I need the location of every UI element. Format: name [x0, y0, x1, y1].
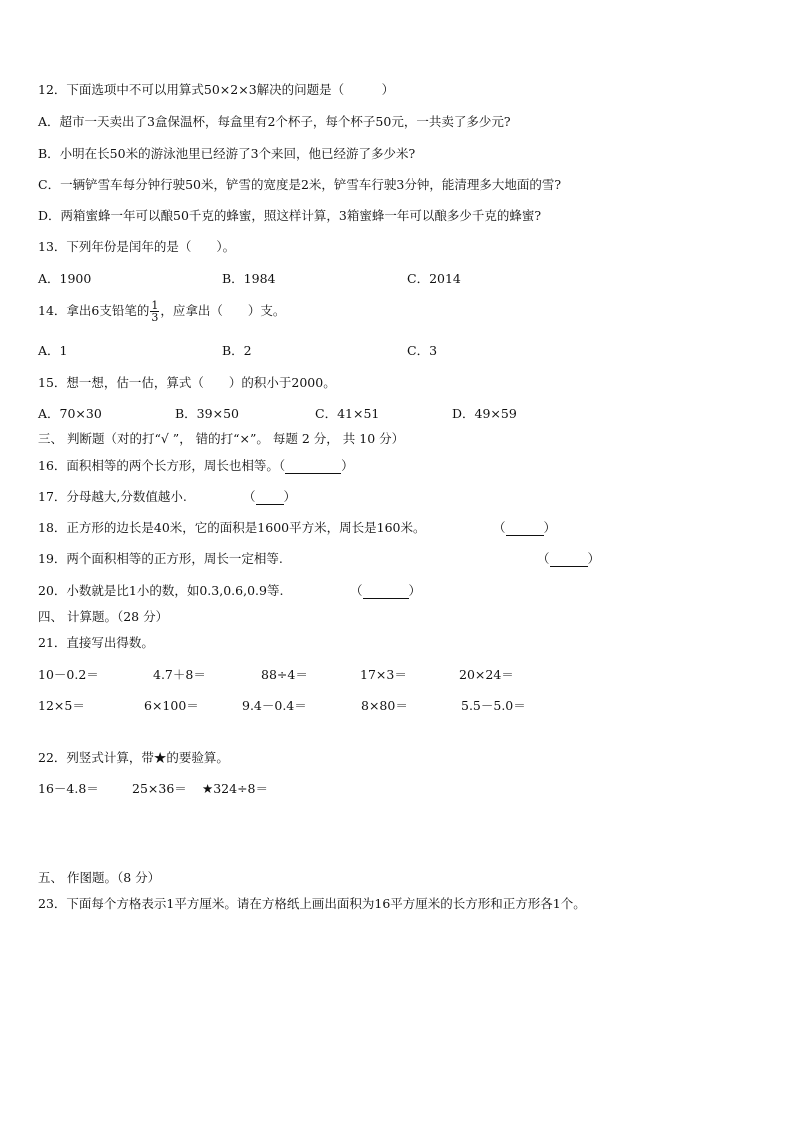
- q22-item: 16－4.8＝: [38, 781, 99, 796]
- q12-option-c: C．一辆铲雪车每分钟行驶50米，铲雪的宽度是2米，铲雪车行驶3分钟，能清理多大地面的雪?: [38, 177, 562, 192]
- q17-text: 17．分母越大,分数值越小.: [38, 489, 187, 504]
- q21-item: 12×5＝: [38, 698, 85, 713]
- q22-item: ★324÷8＝: [202, 781, 268, 796]
- q20-statement: [38, 583, 283, 599]
- q15-option-c: C．41×51: [315, 406, 380, 421]
- q21-item: 9.4－0.4＝: [242, 698, 307, 713]
- q21-item: 10－0.2＝: [38, 667, 99, 682]
- q17-statement: [38, 489, 187, 505]
- q14-option-b: B．2: [222, 343, 252, 358]
- q13-stem: 13．下列年份是闰年的是（ ）。: [38, 239, 236, 254]
- q19-answer-blank[interactable]: [550, 554, 588, 567]
- q15-option-d: D．49×59: [452, 406, 517, 421]
- q21-stem: 21．直接写出得数。: [38, 635, 154, 650]
- q22-item: 25×36＝: [132, 781, 187, 796]
- q18-text: 18．正方形的边长是40米，它的面积是1600平方米，周长是160米。: [38, 520, 426, 535]
- q22-stem: 22．列竖式计算，带★的要验算。: [38, 750, 229, 765]
- q18-statement: [38, 520, 425, 536]
- q14-option-a: A．1: [38, 343, 68, 358]
- q16-paren-close: ）: [341, 458, 354, 473]
- q15-stem: 15．想一想，估一估，算式（ ）的积小于2000。: [38, 375, 336, 390]
- q15-option-a: A．70×30: [38, 406, 102, 421]
- q19-statement: [38, 551, 283, 567]
- section-5-heading: 五、 作图题。（8 分）: [38, 870, 161, 885]
- section-4-heading: 四、 计算题。（28 分）: [38, 609, 169, 624]
- q21-item: 88÷4＝: [261, 667, 308, 682]
- q19-text: 19．两个面积相等的正方形，周长一定相等.: [38, 551, 283, 566]
- q14-fraction-numerator: 1: [151, 299, 159, 312]
- q18-answer: [493, 520, 556, 536]
- q16-text: 16．面积相等的两个长方形，周长也相等。（: [38, 458, 286, 473]
- q13-option-c: C．2014: [407, 271, 461, 286]
- q21-item: 8×80＝: [361, 698, 408, 713]
- q14-fraction-denominator: 3: [151, 311, 159, 324]
- q12-option-b: B．小明在长50米的游泳池里已经游了3个来回，他已经游了多少米?: [38, 146, 416, 161]
- q20-paren-open: （: [350, 583, 363, 598]
- q15-option-b: B．39×50: [175, 406, 239, 421]
- q18-answer-blank[interactable]: [506, 523, 544, 536]
- q21-item: 6×100＝: [144, 698, 199, 713]
- q17-answer: [243, 489, 296, 505]
- q12-stem: 12．下面选项中不可以用算式50×2×3解决的问题是（ ）: [38, 82, 395, 97]
- q20-answer: [350, 583, 421, 599]
- q14-stem-after: ，应拿出（ ）支。: [160, 303, 286, 318]
- q20-answer-blank[interactable]: [363, 586, 409, 599]
- q14-option-c: C．3: [407, 343, 438, 358]
- q20-paren-close: ）: [408, 583, 422, 598]
- q18-paren-open: （: [493, 520, 506, 535]
- q17-paren-open: （: [243, 489, 256, 504]
- q19-answer: [537, 551, 600, 567]
- q13-option-b: B．1984: [222, 271, 276, 286]
- q19-paren-open: （: [537, 551, 550, 566]
- q19-paren-close: ）: [587, 551, 601, 566]
- q14-stem-before: 14．拿出6支铅笔的: [38, 303, 150, 318]
- q21-item: 20×24＝: [459, 667, 514, 682]
- q21-item: 5.5－5.0＝: [461, 698, 526, 713]
- q17-paren-close: ）: [283, 489, 297, 504]
- q14-stem: [38, 300, 285, 323]
- section-3-heading: 三、 判断题（对的打“√ ”， 错的打“×”。 每题 2 分， 共 10 分）: [38, 431, 405, 446]
- q16-statement: [38, 458, 354, 474]
- q21-item: 17×3＝: [360, 667, 407, 682]
- q21-item: 4.7＋8＝: [153, 667, 206, 682]
- q23-stem: 23．下面每个方格表示1平方厘米。请在方格纸上画出面积为16平方厘米的长方形和正方形各1个。: [38, 896, 586, 911]
- q17-answer-blank[interactable]: [256, 492, 284, 505]
- q16-answer-blank[interactable]: [285, 461, 341, 474]
- q18-paren-close: ）: [543, 520, 557, 535]
- q13-option-a: A．1900: [38, 271, 92, 286]
- q14-fraction: [150, 300, 159, 323]
- q12-option-a: A．超市一天卖出了3盒保温杯，每盒里有2个杯子，每个杯子50元，一共卖了多少元?: [38, 114, 511, 129]
- q12-option-d: D．两箱蜜蜂一年可以酿50千克的蜂蜜，照这样计算，3箱蜜蜂一年可以酿多少千克的蜂蜜?: [38, 208, 542, 223]
- q20-text: 20．小数就是比1小的数，如0.3,0.6,0.9等.: [38, 583, 284, 598]
